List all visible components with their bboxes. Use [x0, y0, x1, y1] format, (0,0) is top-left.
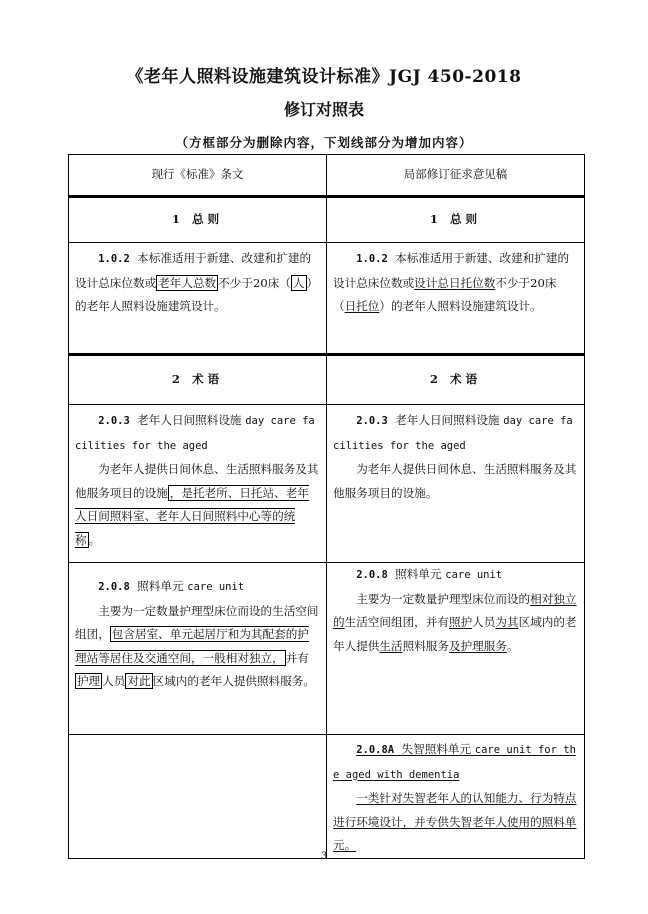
clause-number: 2.0.3 [356, 415, 388, 427]
term-english: care unit [187, 581, 245, 593]
clause-text: 主要为一定数量护理型床位而设的生活空间组团， [75, 603, 319, 641]
term-english: care unit [445, 569, 503, 581]
section-row-terms [69, 355, 585, 405]
term-english: day care facilities for the aged [75, 415, 315, 452]
deleted-text: 护理 [77, 674, 101, 688]
clause-text: 。 [88, 532, 101, 547]
added-text: 为其 [495, 615, 519, 629]
clause-text: ）的老年人照料设施建筑设计。 [75, 275, 319, 313]
added-text: 及护理服务 [448, 638, 507, 653]
deleted-text: 人 [292, 275, 305, 290]
table-row [69, 735, 585, 859]
clause-number: 2.0.8A [356, 744, 395, 756]
added-text: 相对独立的 [333, 591, 577, 629]
term-name: 照料单元 [137, 579, 184, 593]
term-name: 失智照料单元 [401, 742, 472, 756]
clause-number: 1.0.2 [356, 253, 388, 265]
clause-text: 区域内的老年人提供 [333, 615, 577, 653]
deleted-text: ，是托老所、日托站、老年人日间照料室、老年人日间照料中心等的统称 [75, 485, 309, 547]
header-revision-draft: 局部修订征求意见稿 [327, 155, 585, 197]
header-current-standard: 现行《标准》条文 [69, 155, 327, 197]
term-name: 老年人日间照料设施 [137, 413, 242, 427]
table-row [69, 563, 585, 735]
clause-text: 为老年人提供日间休息、生活照料服务及其他服务项目的设施 [75, 462, 319, 500]
term-english: care unit for the aged with dementia [333, 744, 576, 781]
clause-text: 本标准适用于新建、改建和扩建的设计总床位数或 [75, 251, 312, 290]
clause-text: 为老年人提供日间休息、生活照料服务及其他服务项目的设施。 [333, 462, 577, 500]
clause-text: 人员 [102, 674, 126, 688]
added-text: 生活 [379, 638, 403, 653]
table-row [69, 243, 585, 355]
clause-text: 。 [506, 638, 519, 653]
document-subtitle: 修订对照表 [283, 100, 364, 119]
clause-2-0-8a-revised [327, 735, 585, 859]
clause-text: 不少于20床（ [333, 275, 557, 313]
section-title-right: 1 总则 [327, 197, 585, 243]
clause-2-0-8-current [69, 563, 327, 735]
clause-text: 生活空间组团，并有 [344, 615, 449, 629]
clause-number: 2.0.8 [98, 581, 130, 593]
clause-text: 本标准适用于新建、改建和扩建的设计总床位数或 [333, 251, 570, 290]
section-title-left: 1 总则 [69, 197, 327, 243]
revision-comparison-table [68, 154, 585, 859]
clause-text: 不少于20床（ [218, 275, 291, 290]
clause-number: 2.0.3 [98, 415, 130, 427]
page-number: 3 [320, 851, 328, 862]
clause-number: 1.0.2 [98, 253, 130, 265]
clause-text: 人员 [472, 615, 496, 629]
deleted-text: 包含居室、单元起居厅和为其配套的护理站等居住及交通空间，一般相对独立， [75, 627, 309, 665]
term-english: day care facilities for the aged [333, 415, 573, 452]
section-title-left: 2 术语 [69, 355, 327, 405]
clause-text: 主要为一定数量护理型床位而设的 [356, 591, 531, 606]
clause-text: ）的老年人照料设施建筑设计。 [379, 299, 542, 313]
added-text: 设计总日托位数 [414, 275, 496, 290]
section-row-general [69, 197, 585, 243]
added-text: 照护 [448, 615, 473, 629]
document-title: 《老年人照料设施建筑设计标准》JGJ 450-2018 [126, 67, 522, 87]
empty-cell [69, 735, 327, 859]
table-row [69, 405, 585, 563]
table-header-row [69, 155, 585, 197]
clause-2-0-3-current [69, 405, 327, 563]
clause-2-0-8-revised [327, 563, 585, 735]
legend-note: （方框部分为删除内容，下划线部分为增加内容） [175, 135, 473, 150]
deleted-text: 老年人总数 [158, 275, 217, 290]
clause-text: 区域内的老年人提供照料服务。 [152, 674, 315, 688]
added-text: 日托位 [344, 299, 380, 313]
clause-text: 并有 [285, 650, 309, 665]
clause-1-0-2-revised [327, 243, 585, 355]
clause-1-0-2-current [69, 243, 327, 355]
term-name: 照料单元 [395, 567, 442, 581]
clause-number: 2.0.8 [356, 569, 388, 581]
clause-2-0-3-revised [327, 405, 585, 563]
term-name: 老年人日间照料设施 [395, 413, 500, 427]
section-title-right: 2 术语 [327, 355, 585, 405]
added-text: 一类针对失智老年人的认知能力、行为特点进行环境设计，并专供失智老年人使用的照料单元。 [333, 791, 577, 852]
deleted-text: 对此 [127, 674, 151, 688]
clause-text: 照料服务 [402, 638, 449, 653]
